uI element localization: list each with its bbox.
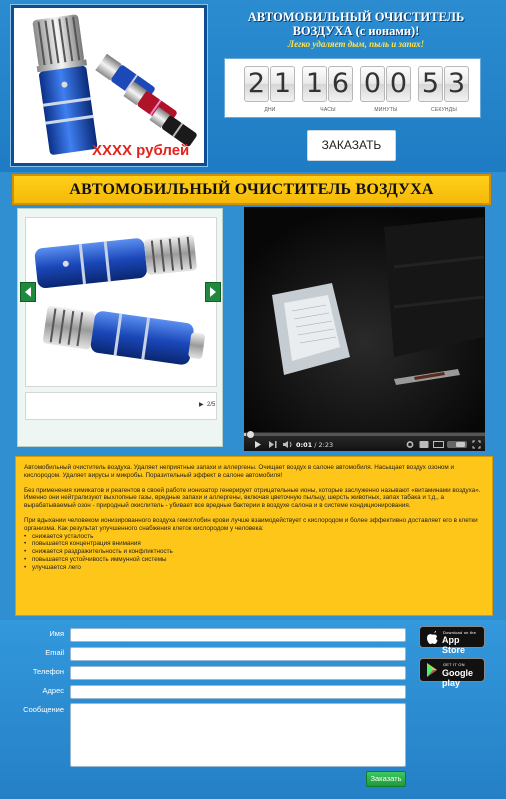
gallery-prev-button[interactable] xyxy=(20,282,36,302)
countdown-digit: 1 xyxy=(270,66,295,102)
product-description xyxy=(15,456,493,616)
order-button[interactable]: ЗАКАЗАТЬ xyxy=(307,130,396,161)
submit-button[interactable]: Заказать xyxy=(366,771,406,787)
video-player[interactable] xyxy=(244,207,485,451)
video-current-time: 0:01 xyxy=(296,441,313,449)
google-play-small-text: GET IT ON xyxy=(443,662,465,667)
cc-icon[interactable] xyxy=(419,440,429,449)
next-icon[interactable] xyxy=(268,440,278,449)
settings-gear-icon[interactable] xyxy=(406,440,414,449)
air-purifier-photo xyxy=(14,8,204,163)
countdown-digit: 5 xyxy=(418,66,443,102)
video-frame xyxy=(244,207,485,432)
list-item: • снижается усталость xyxy=(24,533,484,541)
google-play-badge[interactable] xyxy=(419,658,485,688)
image-gallery xyxy=(17,208,223,447)
description-paragraph: Без применения химикатов и реагентов в своей работе ионизатор генерирует отрицательные ионы, которые заслуженно называют «витаминами воздуха». Именно они нейтрализуют выхлопные газы, вредные запахи и аллергены, включая цветочную пыльцу, шерсть животных, запах табака и т.д., а вырабатываемый озон - природный окислитель - убивает все вредные бактерии в воздухе салона и в системе кондиционирования. xyxy=(24,486,481,510)
header-subtitle: Легко удаляет дым, пыль и запах! xyxy=(287,39,425,49)
purifier-closeup-photo xyxy=(26,218,216,386)
play-icon[interactable]: ▶ xyxy=(199,402,204,408)
google-play-text: Google play xyxy=(442,668,473,688)
header xyxy=(0,0,506,172)
product-image xyxy=(11,5,207,166)
benefits-list xyxy=(24,533,484,572)
name-label: Имя xyxy=(49,629,64,638)
fullscreen-icon[interactable] xyxy=(472,440,481,449)
countdown-digit: 0 xyxy=(386,66,411,102)
countdown-label-days: ДНИ xyxy=(264,107,276,113)
google-play-icon xyxy=(425,662,439,678)
list-item: • повышается устойчивость иммунной системы xyxy=(24,556,484,564)
app-store-text: App Store xyxy=(442,635,466,655)
gallery-next-button[interactable] xyxy=(205,282,221,302)
address-field[interactable] xyxy=(70,685,406,699)
countdown-digit: 0 xyxy=(360,66,385,102)
countdown-label-minutes: МИНУТЫ xyxy=(374,107,398,113)
message-field[interactable] xyxy=(70,703,406,767)
app-store-badge[interactable] xyxy=(419,626,485,655)
arrow-right-icon xyxy=(206,283,220,301)
address-label: Адрес xyxy=(42,686,64,695)
youtube-logo-icon[interactable] xyxy=(447,440,467,449)
message-label: Сообщение xyxy=(23,705,64,714)
countdown-digit: 6 xyxy=(328,66,353,102)
price-label: XXXX рублей xyxy=(92,142,190,159)
email-field[interactable] xyxy=(70,647,406,661)
phone-field[interactable] xyxy=(70,666,406,680)
gallery-image xyxy=(25,217,217,387)
header-title: АВТОМОБИЛЬНЫЙ ОЧИСТИТЕЛЬ ВОЗДУХА (с ионами)! xyxy=(247,10,465,38)
app-store-small-text: Download on the xyxy=(443,630,477,635)
countdown-label-seconds: СЕКУНДЫ xyxy=(431,107,457,113)
video-time xyxy=(296,441,333,449)
description-paragraph: Автомобильный очиститель воздуха. Удаляет неприятные запахи и аллергены. Очищает воздух в салоне автомобиля. Насыщает воздух озоном и кислородом. Удаляет вирусы и микробы. Поразительный эффект в салоне автомобиля! xyxy=(24,464,455,479)
video-duration: / 2:23 xyxy=(314,441,334,449)
section-title-banner: АВТОМОБИЛЬНЫЙ ОЧИСТИТЕЛЬ ВОЗДУХА xyxy=(12,174,491,205)
arrow-left-icon xyxy=(21,283,35,301)
countdown-digit: 3 xyxy=(444,66,469,102)
gallery-counter: 2/5 xyxy=(207,402,216,408)
play-icon[interactable] xyxy=(254,440,262,449)
countdown-digit: 2 xyxy=(244,66,269,102)
video-scrubber-handle[interactable] xyxy=(247,431,254,438)
email-label: Email xyxy=(45,648,64,657)
name-field[interactable] xyxy=(70,628,406,642)
countdown-label-hours: ЧАСЫ xyxy=(320,107,336,113)
apple-icon xyxy=(425,630,439,646)
list-item: • улучшается лего xyxy=(24,564,484,572)
countdown-timer xyxy=(224,58,481,118)
video-progress-bar[interactable] xyxy=(244,433,485,436)
countdown-digit: 1 xyxy=(302,66,327,102)
list-item: • снижается раздражительность и конфликтность xyxy=(24,548,484,556)
gallery-controls xyxy=(25,392,217,420)
description-paragraph: При вдыхании человеком ионизированного воздуха гемоглобин крови лучше взаимодействует с кислородом и более эффективно доставляет его в клетки организма. Как результат улучшенного снабжения клеток кислородом у человека: xyxy=(24,516,478,532)
volume-icon[interactable] xyxy=(282,440,293,449)
theater-mode-icon[interactable] xyxy=(433,440,444,449)
list-item: • повышается концентрация внимания xyxy=(24,540,484,548)
phone-label: Телефон xyxy=(32,667,64,676)
